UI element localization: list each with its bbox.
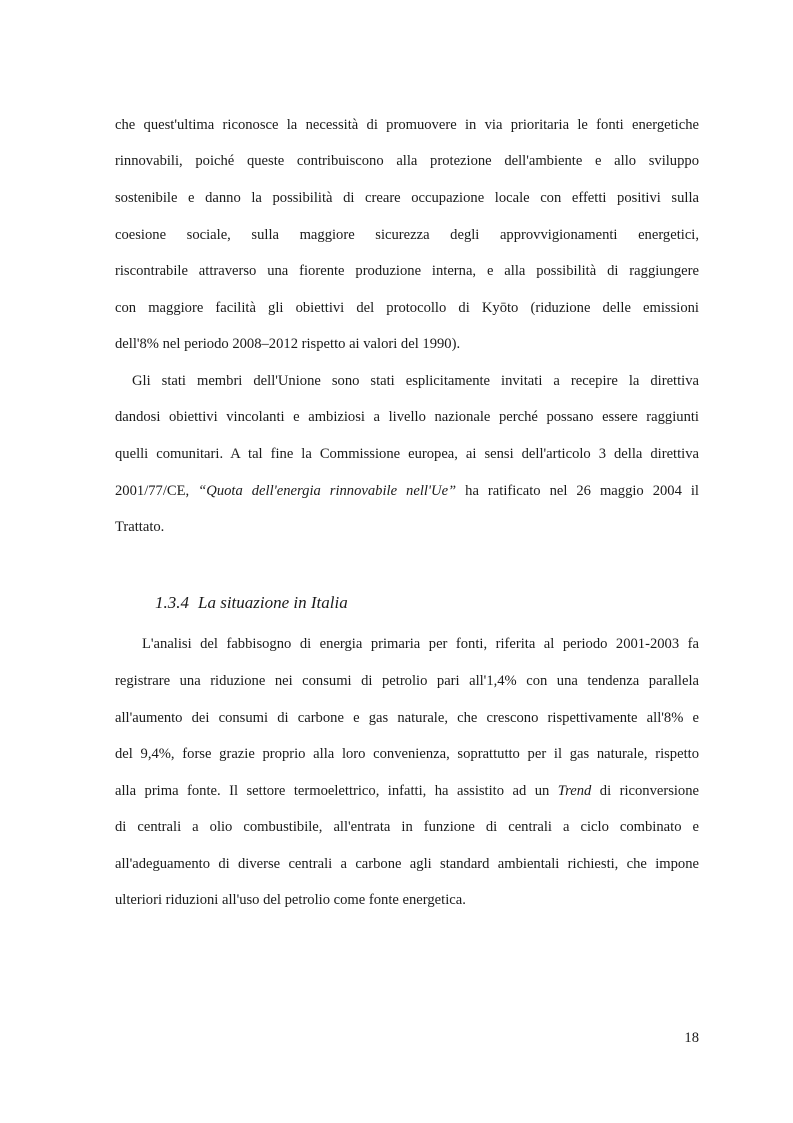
paragraph-2-line-4-end: ha ratificato nel 26 maggio 2004 il: [456, 483, 699, 499]
paragraph-3-line-8: ulteriori riduzioni all'uso del petrolio come fonte energetica.: [115, 892, 466, 908]
section-number: 1.3.4: [155, 593, 189, 612]
page-number: 18: [684, 1030, 699, 1046]
paragraph-3-line-5-start: alla prima fonte. Il settore termoelettrico, infatti, ha assistito ad un: [115, 783, 558, 799]
paragraph-2-line-4-start: 2001/77/CE,: [115, 483, 199, 499]
paragraph-3-line-1: L'analisi del fabbisogno di energia primaria per fonti, riferita al periodo 2001-2003 fa: [142, 636, 699, 652]
paragraph-3-line-7: all'adeguamento di diverse centrali a carbone agli standard ambientali richiesti, che impone: [115, 856, 699, 872]
section-title: La situazione in Italia: [198, 593, 348, 612]
paragraph-3-line-2: registrare una riduzione nei consumi di petrolio pari all'1,4% con una tendenza parallela: [115, 673, 699, 689]
paragraph-2-line-2: dandosi obiettivi vincolanti e ambiziosi a livello nazionale perché possano essere raggiunti: [115, 409, 699, 425]
paragraph-2-line-3: quelli comunitari. A tal fine la Commissione europea, ai sensi dell'articolo 3 della direttiva: [115, 446, 699, 462]
directive-title-quote: “Quota dell'energia rinnovabile nell'Ue”: [198, 483, 457, 499]
paragraph-1-line-1: che quest'ultima riconosce la necessità di promuovere in via prioritaria le fonti energetiche: [115, 117, 699, 133]
paragraph-2-line-4: [115, 482, 699, 500]
trend-term: Trend: [557, 783, 592, 799]
paragraph-1-line-5: riscontrabile attraverso una fiorente produzione interna, e alla possibilità di raggiungere: [115, 263, 699, 279]
paragraph-3-line-3: all'aumento dei consumi di carbone e gas naturale, che crescono rispettivamente all'8% e: [115, 710, 699, 726]
paragraph-3-line-5-end: di riconversione: [591, 783, 700, 799]
paragraph-3-line-5: [115, 782, 699, 800]
paragraph-1-line-3: sostenibile e danno la possibilità di creare occupazione locale con effetti positivi sulla: [115, 190, 699, 206]
paragraph-1-line-4: coesione sociale, sulla maggiore sicurezza degli approvvigionamenti energetici,: [115, 227, 699, 243]
paragraph-1-line-6: con maggiore facilità gli obiettivi del protocollo di Kyōto (riduzione delle emissioni: [115, 300, 699, 316]
paragraph-1-line-7: dell'8% nel periodo 2008–2012 rispetto ai valori del 1990).: [115, 336, 461, 352]
paragraph-1-line-2: rinnovabili, poiché queste contribuiscono alla protezione dell'ambiente e allo sviluppo: [115, 153, 699, 169]
section-heading: [155, 592, 348, 614]
paragraph-2-line-5: Trattato.: [115, 519, 165, 535]
paragraph-3-line-6: di centrali a olio combustibile, all'entrata in funzione di centrali a ciclo combinato e: [115, 819, 699, 835]
paragraph-3-line-4: del 9,4%, forse grazie proprio alla loro convenienza, soprattutto per il gas naturale, rispetto: [115, 746, 699, 762]
paragraph-2-line-1: Gli stati membri dell'Unione sono stati esplicitamente invitati a recepire la direttiva: [132, 373, 699, 389]
